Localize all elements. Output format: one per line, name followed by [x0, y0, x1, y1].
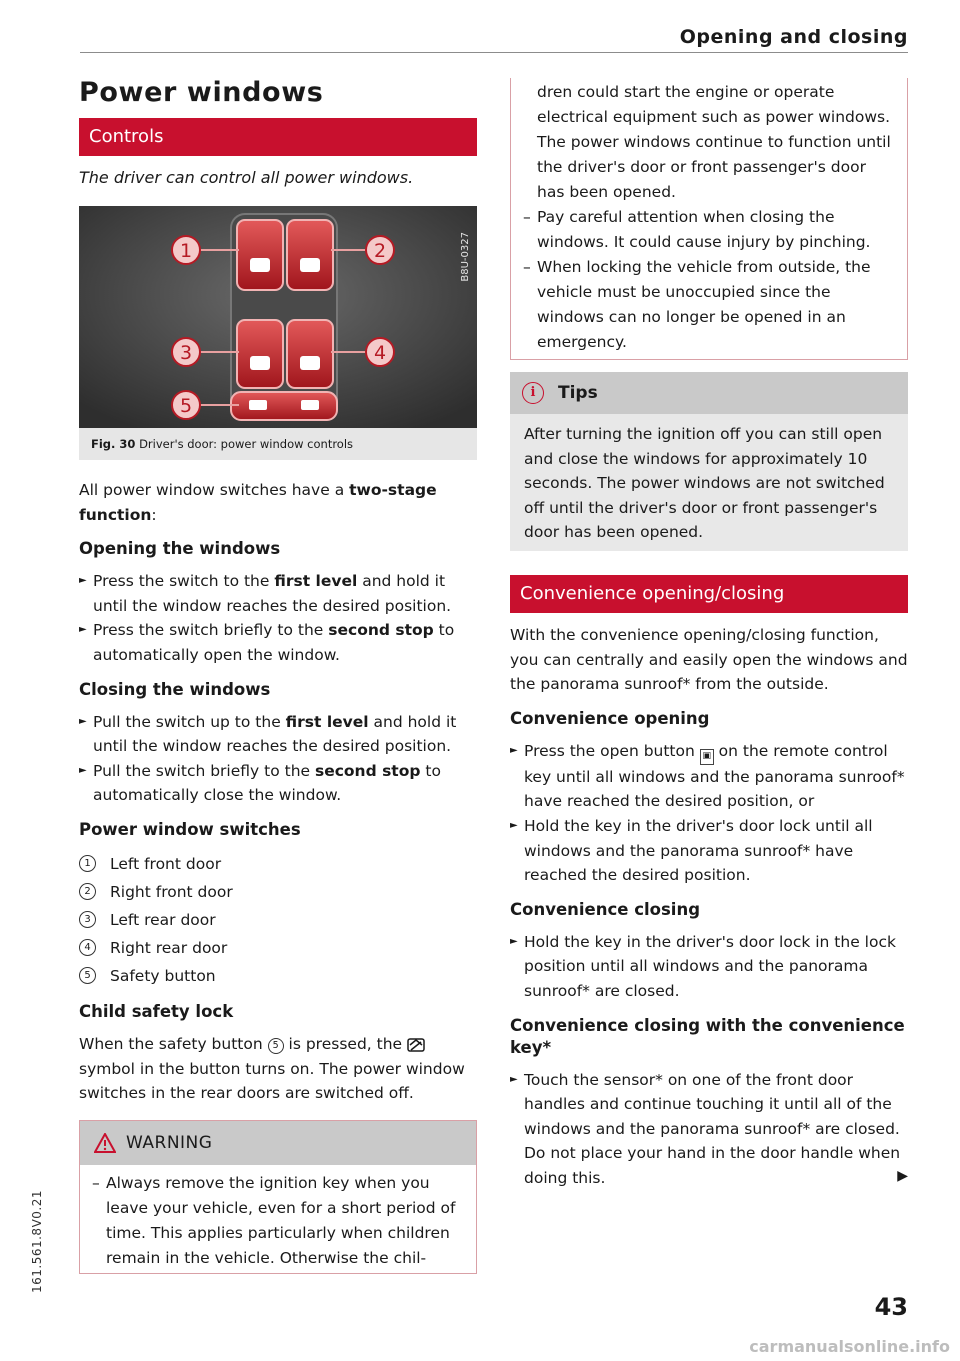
convenience-closing-heading: Convenience closing — [510, 899, 700, 919]
power-window-figure — [79, 206, 477, 428]
list-item: ► Touch the sensor* on one of the front door handles and continue touching it until all of the windows and the panorama sunroof* are closed. Do not place your hand in the door handle when doing this. ▶ — [510, 1070, 908, 1187]
closing-heading: Closing the windows — [79, 679, 271, 699]
list-item: ► Hold the key in the driver's door lock in the lock position until all windows and the panorama sunroof* are closed. — [510, 932, 896, 1000]
page-number: 43 — [874, 1293, 908, 1321]
switches-heading: Power window switches — [79, 819, 301, 839]
warning-continued-text: dren could start the engine or operate electrical equipment such as power windows. The power windows continue to function until the driver's door or front passenger's door has been opened. — [537, 83, 891, 201]
left-column — [79, 78, 477, 1274]
tips-title: Tips — [558, 383, 598, 403]
tips-box — [510, 372, 908, 551]
figure-code: B8U-0327 — [460, 232, 471, 282]
tips-header — [510, 372, 908, 414]
legend-item: 2 Right front door — [79, 878, 477, 906]
list-item: ► Press the open button ▣ on the remote control key until all windows and the panorama sunroof* have reached the desired position, or — [510, 741, 905, 811]
legend-item: 3 Left rear door — [79, 906, 477, 934]
list-item: ► Pull the switch briefly to the second stop to automatically close the window. — [79, 761, 441, 805]
section-title: Power windows — [79, 77, 324, 108]
tips-text: After turning the ignition off you can still open and close the windows for approximately 10 seconds. The power windows are not switched off until the driver's door or front passenger's door has been opened. — [524, 425, 885, 542]
continue-arrow-icon: ▶ — [897, 1167, 908, 1184]
convenience-opening-heading: Convenience opening — [510, 708, 710, 728]
warning-body — [80, 1165, 476, 1273]
warning-continuation — [510, 78, 908, 360]
open-button-icon: ▣ — [700, 749, 714, 765]
lead-text: The driver can control all power windows. — [79, 168, 414, 187]
list-item: – When locking the vehicle from outside, the vehicle must be unoccupied since the windows can no longer be opened in an emergency. — [523, 258, 871, 351]
convenience-bar: Convenience opening/closing — [510, 575, 908, 613]
child-lock-symbol-icon — [407, 1036, 425, 1052]
figure-caption-label: Fig. 30 — [91, 437, 136, 451]
inline-number-5: 5 — [268, 1038, 284, 1054]
info-icon: i — [522, 382, 544, 404]
callout-5: 5 — [179, 395, 193, 417]
list-item: ► Press the switch briefly to the second stop to automatically open the window. — [79, 621, 455, 664]
controls-bar: Controls — [79, 118, 477, 156]
right-column — [510, 78, 908, 1190]
callout-2: 2 — [373, 240, 387, 262]
figure-caption-text: Driver's door: power window controls — [139, 437, 354, 451]
list-item: ► Pull the switch up to the first level and hold it until the window reaches the desired position. — [79, 712, 457, 756]
legend-item: 1 Left front door — [79, 850, 477, 878]
list-item: ► Hold the key in the driver's door lock until all windows and the panorama sunroof* have reached the desired position. — [510, 816, 873, 885]
switch-legend — [79, 850, 477, 990]
running-header: Opening and closing — [679, 26, 908, 48]
child-safety-paragraph: When the safety button 5 is pressed, the symbol in the button turns on. The power window switches in the rear doors are switched off. — [79, 1034, 465, 1103]
convenience-key-heading: Convenience closing with the convenience key* — [510, 1015, 905, 1057]
warning-header — [80, 1121, 476, 1165]
list-item: – Always remove the ignition key when you leave your vehicle, even for a short period of time. This applies particularly when children remain in the vehicle. Otherwise the chil- — [92, 1173, 456, 1267]
list-item: – Pay careful attention when closing the windows. It could cause injury by pinching. — [523, 208, 871, 251]
warning-triangle-icon — [94, 1133, 116, 1153]
warning-title: WARNING — [126, 1132, 213, 1153]
callout-3: 3 — [179, 342, 193, 364]
list-item: ► Press the switch to the first level and hold it until the window reaches the desired position. — [79, 572, 452, 615]
convenience-intro: With the convenience opening/closing function, you can centrally and easily open the windows and the panorama sunroof* from the outside. — [510, 625, 908, 694]
figure-caption — [79, 428, 477, 460]
power-window-controls-illustration — [79, 206, 477, 428]
callout-1: 1 — [179, 240, 193, 262]
intro-paragraph: All power window switches have a two-stage function: — [79, 481, 437, 524]
child-safety-heading: Child safety lock — [79, 1001, 234, 1021]
legend-item: 4 Right rear door — [79, 934, 477, 962]
watermark: carmanualsonline.info — [749, 1337, 950, 1356]
opening-heading: Opening the windows — [79, 539, 281, 559]
legend-item: 5 Safety button — [79, 962, 477, 990]
side-code: 161.561.8V0.21 — [30, 1190, 44, 1293]
warning-box — [79, 1120, 477, 1274]
callout-4: 4 — [373, 342, 387, 364]
header-rule — [80, 52, 908, 53]
